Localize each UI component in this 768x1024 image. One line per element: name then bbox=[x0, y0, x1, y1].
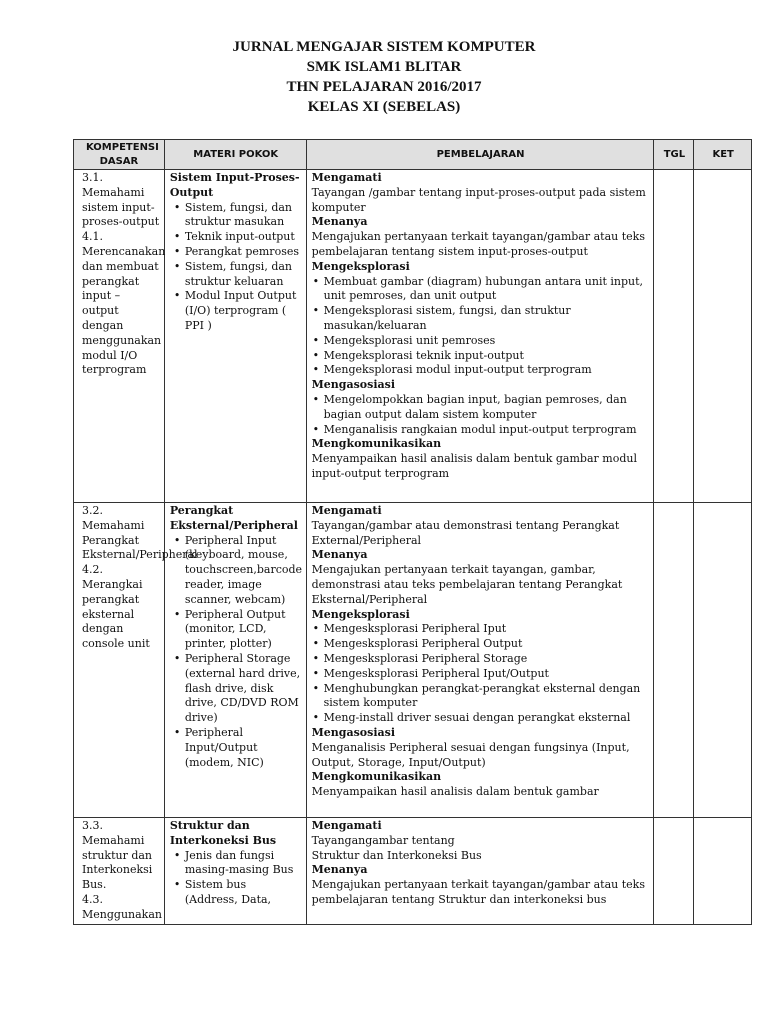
step-text: Mengajukan pertanyaan terkait tayangan/gambar atau teks pembelajaran tentang Struktur dan interkoneksi bus bbox=[311, 878, 645, 906]
materi-cell bbox=[164, 170, 306, 503]
step-heading: Mengasosiasi bbox=[311, 378, 396, 392]
step-item: • Mengeksplorasi teknik input-output bbox=[324, 349, 650, 364]
step-text: Tayangan/gambar atau demonstrasi tentang Perangkat External/Peripheral bbox=[311, 518, 620, 547]
step-item: • Mengeksplorasi unit pemroses bbox=[324, 334, 650, 349]
step-item: • Mengeksplorasi sistem, fungsi, dan struktur masukan/keluaran bbox=[324, 304, 650, 334]
step-text: Tayangan /gambar tentang input-proses-output pada sistem komputer bbox=[311, 185, 646, 214]
step-item: • Meng-install driver sesuai dengan perangkat eksternal bbox=[324, 711, 650, 726]
step-heading: Mengeksplorasi bbox=[311, 259, 410, 273]
table-row bbox=[74, 818, 752, 925]
step-text: Struktur dan Interkoneksi Bus bbox=[311, 848, 482, 862]
header-materi-pokok: MATERI POKOK bbox=[164, 140, 306, 170]
step-item: • Menghubungkan perangkat-perangkat eksternal dengan sistem komputer bbox=[324, 682, 650, 712]
header-kompetensi-dasar: KOMPETENSI DASAR bbox=[74, 140, 165, 170]
kd-item: 4.2. Merangkai perangkat eksternal dengan console unit bbox=[82, 563, 150, 651]
step-heading: Mengamati bbox=[311, 819, 382, 832]
step-text: Menyampaikan hasil analisis dalam bentuk gambar modul input-output terprogram bbox=[311, 452, 637, 480]
materi-title: Perangkat Eksternal/Peripheral bbox=[169, 504, 298, 532]
header-ket: KET bbox=[694, 140, 752, 170]
step-item: • Mengesksplorasi Peripheral Iput/Output bbox=[324, 667, 650, 682]
materi-item: • Peripheral Output (monitor, LCD, printer, plotter) bbox=[185, 608, 302, 652]
materi-cell bbox=[164, 503, 306, 818]
tgl-cell bbox=[654, 170, 694, 503]
step-heading: Menanya bbox=[311, 863, 368, 877]
kd-item: 3.3. Memahami struktur dan Interkoneksi Bus. bbox=[82, 819, 153, 892]
step-item: • Mengesksplorasi Peripheral Iput bbox=[324, 622, 650, 637]
kd-cell bbox=[74, 503, 198, 818]
kd-item: 4.3. Menggunakan bbox=[82, 892, 162, 921]
ket-cell bbox=[694, 503, 752, 818]
title-line-3: THN PELAJARAN 2016/2017 bbox=[286, 79, 482, 95]
title-line-4: KELAS XI (SEBELAS) bbox=[307, 99, 461, 115]
materi-item: • Peripheral Input/Output (modem, NIC) bbox=[185, 726, 302, 770]
materi-item: • Peripheral Storage (external hard drive, flash drive, disk drive, CD/DVD ROM drive) bbox=[185, 652, 302, 726]
title-line-1: JURNAL MENGAJAR SISTEM KOMPUTER bbox=[232, 39, 536, 55]
materi-title: Struktur dan Interkoneksi Bus bbox=[169, 819, 277, 847]
kd-item: 3.2. Memahami Perangkat Eksternal/Peripheral bbox=[82, 504, 198, 562]
step-text: Menganalisis Peripheral sesuai dengan fungsinya (Input, Output, Storage, Input/Output) bbox=[311, 740, 630, 769]
materi-title: Sistem Input-Proses-Output bbox=[169, 171, 300, 199]
step-heading: Mengamati bbox=[311, 171, 382, 184]
tgl-cell bbox=[654, 503, 694, 818]
journal-table bbox=[73, 139, 752, 925]
pembelajaran-cell bbox=[306, 818, 654, 925]
kd-item: 4.1. Merencanakan dan membuat perangkat input – output dengan menggunakan modul I/O terprogram bbox=[82, 230, 166, 377]
step-text: Menyampaikan hasil analisis dalam bentuk gambar bbox=[311, 785, 599, 799]
materi-cell bbox=[164, 818, 306, 925]
step-heading: Mengasosiasi bbox=[311, 725, 396, 739]
materi-item: • Sistem bus (Address, Data, bbox=[185, 878, 302, 908]
step-text: Mengajukan pertanyaan terkait tayangan, gambar, demonstrasi atau teks pembelajaran tentang Perangkat Eksternal/Peripheral bbox=[311, 563, 623, 606]
step-heading: Mengeksplorasi bbox=[311, 607, 410, 621]
pembelajaran-cell bbox=[306, 170, 654, 503]
table-row bbox=[74, 170, 752, 503]
materi-item: • Perangkat pemroses bbox=[185, 245, 302, 260]
materi-item: • Teknik input-output bbox=[185, 230, 302, 245]
materi-item: • Peripheral Input (keyboard, mouse, touchscreen,barcode reader, image scanner, webcam) bbox=[185, 534, 302, 608]
step-item: • Mengelompokkan bagian input, bagian pemroses, dan bagian output dalam sistem komputer bbox=[324, 393, 650, 423]
materi-item: • Modul Input Output (I/O) terprogram ( PPI ) bbox=[185, 289, 302, 333]
header-tgl: TGL bbox=[654, 140, 694, 170]
step-heading: Mengamati bbox=[311, 504, 382, 517]
step-heading: Mengkomunikasikan bbox=[311, 770, 442, 784]
ket-cell bbox=[694, 170, 752, 503]
table-row bbox=[74, 503, 752, 818]
step-item: • Mengesksplorasi Peripheral Storage bbox=[324, 652, 650, 667]
materi-item: • Sistem, fungsi, dan struktur keluaran bbox=[185, 260, 302, 290]
step-heading: Menanya bbox=[311, 548, 368, 562]
table-header-row bbox=[74, 140, 752, 170]
materi-item: • Jenis dan fungsi masing-masing Bus bbox=[185, 849, 302, 879]
step-item: • Menganalisis rangkaian modul input-output terprogram bbox=[324, 423, 650, 438]
kd-cell bbox=[74, 818, 165, 925]
ket-cell bbox=[694, 818, 752, 925]
header-pembelajaran: PEMBELAJARAN bbox=[306, 140, 654, 170]
step-heading: Mengkomunikasikan bbox=[311, 437, 442, 451]
step-heading: Menanya bbox=[311, 215, 368, 229]
kd-cell bbox=[74, 170, 165, 503]
step-item: • Mengesksplorasi Peripheral Output bbox=[324, 637, 650, 652]
title-line-2: SMK ISLAM1 BLITAR bbox=[306, 59, 462, 75]
step-text: Tayangangambar tentang bbox=[311, 833, 455, 847]
step-item: • Membuat gambar (diagram) hubungan antara unit input, unit pemroses, dan unit output bbox=[324, 275, 650, 305]
step-item: • Mengeksplorasi modul input-output terprogram bbox=[324, 363, 650, 378]
materi-item: • Sistem, fungsi, dan struktur masukan bbox=[185, 201, 302, 231]
document-header bbox=[0, 37, 768, 117]
pembelajaran-cell bbox=[306, 503, 654, 818]
tgl-cell bbox=[654, 818, 694, 925]
kd-item: 3.1. Memahami sistem input-proses-output bbox=[82, 171, 160, 229]
step-text: Mengajukan pertanyaan terkait tayangan/gambar atau teks pembelajaran tentang sistem input-proses-output bbox=[311, 230, 645, 258]
